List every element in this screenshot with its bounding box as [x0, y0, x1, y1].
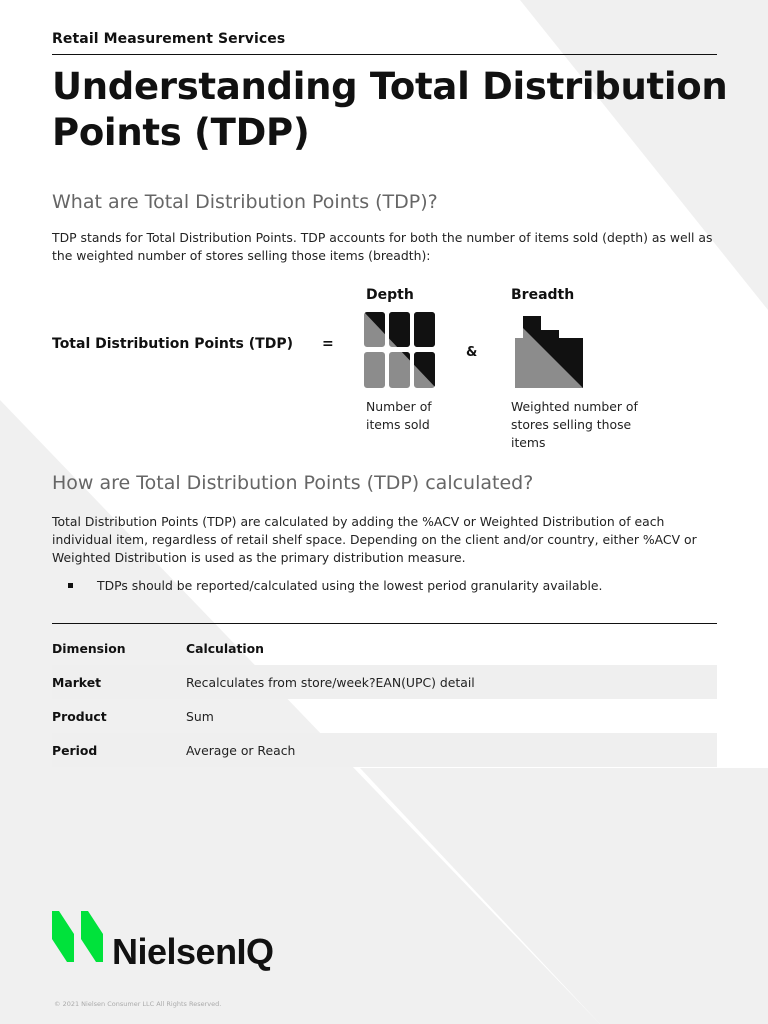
header-divider — [52, 54, 717, 55]
section2-heading: How are Total Distribution Points (TDP) calculated? — [52, 472, 534, 494]
breadth-heading: Breadth — [511, 287, 575, 303]
row-calculation: Sum — [186, 708, 214, 724]
bullet-square-icon — [68, 583, 73, 588]
header-calculation: Calculation — [186, 640, 264, 656]
row-dimension: Period — [52, 742, 98, 758]
equation-label: Total Distribution Points (TDP) — [52, 336, 293, 352]
breadth-caption: Weighted number of stores selling those items — [511, 399, 638, 450]
row-calculation: Recalculates from store/week?EAN(UPC) detail — [186, 674, 475, 690]
row-calculation: Average or Reach — [186, 742, 296, 758]
table-row — [52, 699, 717, 733]
table-row — [52, 665, 717, 699]
section2-body: Total Distribution Points (TDP) are calculated by adding the %ACV or Weighted Distribution of each individual item, regardless of retail shelf space. Depending on the client and/or country, either %ACV or Weighted Distribution is used as the primary distribution measure. — [52, 514, 697, 565]
grid-items-icon — [364, 312, 436, 388]
store-icon — [511, 316, 583, 388]
equals-sign: = — [322, 336, 334, 352]
bullet-item — [68, 578, 602, 593]
nielseniq-mark-icon — [52, 908, 108, 964]
page-title: Understanding Total Distribution Points (TDP) — [52, 65, 728, 154]
table-row — [52, 733, 717, 767]
row-dimension: Product — [52, 708, 107, 724]
copyright-notice: © 2021 Nielsen Consumer LLC All Rights Reserved. — [54, 1000, 222, 1008]
bullet-text: TDPs should be reported/calculated using the lowest period granularity available. — [97, 578, 603, 593]
table-divider — [52, 623, 717, 624]
table-header-row — [52, 631, 717, 665]
nielseniq-logo — [52, 908, 312, 974]
header-dimension: Dimension — [52, 640, 126, 656]
and-sign: & — [466, 345, 478, 360]
row-dimension: Market — [52, 674, 102, 690]
section1-heading: What are Total Distribution Points (TDP)? — [52, 191, 438, 213]
calculation-table — [52, 631, 717, 767]
document-eyebrow: Retail Measurement Services — [52, 31, 286, 47]
logo-wordmark: NielsenIQ — [112, 931, 274, 972]
depth-heading: Depth — [366, 287, 414, 303]
section1-body: TDP stands for Total Distribution Points. TDP accounts for both the number of items sold (depth) as well as the weighted number of stores selling those items (breadth): — [52, 230, 713, 263]
depth-caption: Number of items sold — [366, 399, 432, 432]
